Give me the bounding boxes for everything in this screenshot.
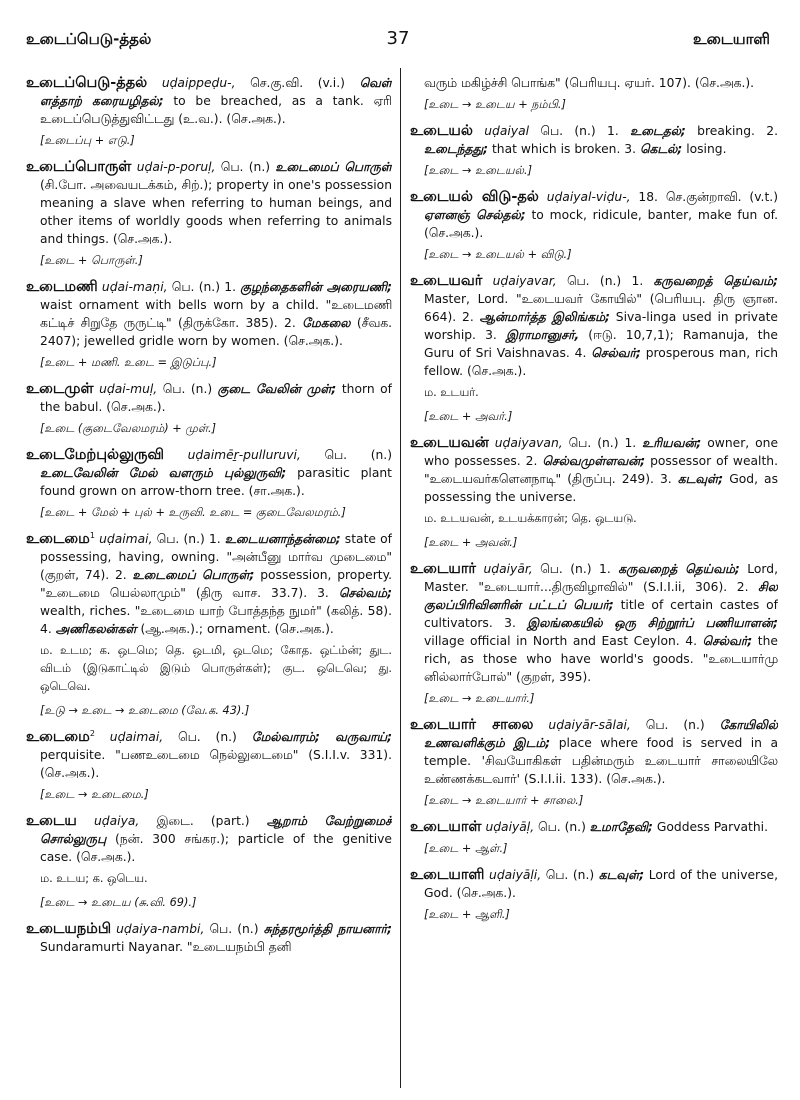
- tamil-gloss: மேகலை: [302, 316, 351, 330]
- headword: உடைப்பொருள்: [26, 159, 132, 175]
- entry-text: பெ. (n.): [630, 718, 720, 732]
- entry-text: prosperous man, rich fellow. (செ.அக.).: [424, 346, 778, 378]
- dictionary-entry: [410, 122, 778, 158]
- headword: உடையல் விடு-தல்: [410, 189, 539, 205]
- headword: உடையார்: [410, 561, 477, 577]
- transliteration: uḍai-p-poruḷ,: [136, 160, 216, 174]
- entry-text: Lord, Master. "உடையார்...திருவிழாவில்" (S.I.I.ii, 306). 2.: [424, 562, 778, 594]
- entry-text: இடை. (part.): [139, 814, 267, 828]
- left-column: [26, 74, 392, 1094]
- tamil-gloss: சுந்தரமூர்த்தி நாயனார்;: [263, 922, 392, 936]
- tamil-gloss: உடைவேலின் மேல் வளரும் புல்லுருவி;: [40, 466, 287, 480]
- tamil-gloss: கருவறைத் தெய்வம்;: [653, 274, 778, 288]
- cognates: ம. உடம; க. ஒடமெ; தெ. ஒடமி, ஒடமெ; கோத. ஒட்ம்ன்; துட. விடம் (இடுகாட்டில் இடும் பொருள்கள்); குட. ஒடெவெ; து. ஒடெவெ.: [40, 644, 392, 693]
- dictionary-entry: [26, 74, 392, 128]
- dictionary-entry: [26, 158, 392, 248]
- entry-text: பெ. (n.) 1.: [529, 124, 631, 138]
- headword: உடைமை: [26, 531, 90, 547]
- transliteration: uḍaiyāḷi,: [489, 868, 542, 882]
- tamil-gloss: சில குலப்பிரிவினரின் பட்டப் பெயர்;: [424, 580, 778, 612]
- entry-text: (ஈடு. 10,7,1); Ramanuja, the Guru of Sri Vaishnavas. 4.: [424, 328, 778, 360]
- dictionary-entry: [26, 278, 392, 350]
- tamil-gloss: கெடல்;: [639, 142, 683, 156]
- dictionary-entry: [410, 818, 778, 836]
- transliteration: uḍaimai,: [99, 532, 153, 546]
- tamil-gloss: உமாதேவி;: [589, 820, 653, 834]
- etymology: [உடை + ஆள்.]: [424, 842, 508, 855]
- tamil-gloss: உடைமைப் பொருள்: [275, 160, 392, 174]
- entry-text: possession, property. "உடைமை யெல்லாமும்" (திரு வாச. 33.7). 3.: [40, 568, 392, 600]
- entry-text: wealth, riches. "உடைமை யாற் போத்தந்த நுமர்" (கலித். 58). 4.: [40, 604, 392, 636]
- transliteration: uḍaiyal: [484, 124, 530, 138]
- dictionary-entry: [410, 434, 778, 506]
- entry-text: to mock, ridicule, banter, make fun of. (செ.அக.).: [424, 208, 778, 240]
- etymology: [உடை (குடைவேலமரம்) + முள்.]: [40, 422, 217, 435]
- dictionary-entry: [410, 560, 778, 686]
- entry-text: possessor of wealth. "உடையவர்களெனநாடி" (திருப்பு. 249). 3.: [424, 454, 778, 486]
- dictionary-entry: [26, 812, 392, 866]
- dictionary-entry: [410, 188, 778, 242]
- headword: உடையல்: [410, 123, 473, 139]
- homonym-number: 2: [89, 728, 95, 738]
- tamil-gloss: குடை வேலின் முள்;: [217, 382, 337, 396]
- dictionary-entry: [26, 920, 392, 956]
- transliteration: uḍaiyavan,: [494, 436, 563, 450]
- entry-text: (நன். 300 சங்கர.); particle of the genitive case. (செ.அக.).: [40, 832, 392, 864]
- etymology: [உடு → உடை → உடைமை (வே.க. 43).]: [40, 704, 250, 717]
- transliteration: uḍaippeḍu-,: [161, 76, 236, 90]
- entry-text: the rich, as those who have world's goods. "உடையார்மு னில்லார்போல்" (குறள், 395).: [424, 634, 778, 684]
- entry-text: செ.கு.வி. (v.i.): [235, 76, 360, 90]
- column-divider: [400, 68, 401, 1088]
- transliteration: uḍaimai,: [109, 730, 164, 744]
- etymology: [உடை + மணி. உடை = இடுப்பு.]: [40, 356, 217, 369]
- entry-text: perquisite. "பணஉடைமை நெல்லுடைமை" (S.I.I.v. 331). (செ.அக.).: [40, 748, 392, 780]
- headword: உடைமை: [26, 729, 90, 745]
- tamil-gloss: செல்வர்;: [702, 634, 753, 648]
- dictionary-entry: [410, 866, 778, 902]
- etymology: [உடை → உடைய + நம்பி.]: [424, 98, 566, 111]
- entry-text: Lord of the universe, God. (செ.அக.).: [424, 868, 778, 900]
- tamil-gloss: உடைதல்;: [630, 124, 686, 138]
- tamil-gloss: அணிகலன்கள்: [55, 622, 137, 636]
- entry-text: பெ. (n.) 1.: [167, 280, 241, 294]
- entry-text: place where food is served in a temple. 'சிவயோகிகள் பதின்மரும் உடையார் சாலையிலே உண்ணக்கடவார்' (S.I.I.ii. 133). (செ.அக.).: [424, 736, 778, 786]
- page-number: 37: [386, 28, 410, 49]
- tamil-gloss: மேல்வாரம்; வருவாய்;: [251, 730, 392, 744]
- headword: உடையவன்: [410, 435, 489, 451]
- etymology: [உடை → உடைமை.]: [40, 788, 149, 801]
- headword: உடையவர்: [410, 273, 483, 289]
- tamil-gloss: ஏளனஞ் செல்தல்;: [424, 208, 526, 222]
- transliteration: uḍaiyāḷ,: [485, 820, 535, 834]
- tamil-gloss: இலங்கையில் ஒரு சிற்றூர்ப் பணியாளன்;: [527, 616, 778, 630]
- tamil-gloss: உரியவன்;: [642, 436, 702, 450]
- tamil-gloss: கடவுள்;: [677, 472, 724, 486]
- transliteration: uḍaimēṟ-pulluruvi,: [187, 448, 301, 462]
- entry-text: thorn of the babul. (செ.அக.).: [40, 382, 392, 414]
- running-head-left: உடைப்பெடு-த்தல்: [26, 30, 152, 48]
- entry-text: breaking. 2.: [685, 124, 778, 138]
- tamil-gloss: ஆன்மார்த்த இலிங்கம்;: [479, 310, 610, 324]
- entry-text: Siva-linga used in private worship. 3.: [424, 310, 778, 342]
- entry-text: Sundaramurti Nayanar. "உடையநம்பி தனி: [40, 940, 292, 954]
- cognates: ம. உடய; க. ஒடெய.: [40, 872, 148, 885]
- headword: உடையார் சாலை: [410, 717, 534, 733]
- dictionary-entry: [410, 716, 778, 788]
- dictionary-entry: [26, 380, 392, 416]
- entry-text: (சீவக. 2407); jewelled gridle worn by women. (செ.அக.).: [40, 316, 392, 348]
- entry-text: God, as possessing the universe.: [424, 472, 778, 504]
- entry-text: owner, one who possesses. 2.: [424, 436, 778, 468]
- etymology: [உடை → உடையார் + சாலை.]: [424, 794, 584, 807]
- headword: உடைய: [26, 813, 77, 829]
- entry-text: பெ. (n.): [215, 160, 276, 174]
- entry-text: that which is broken. 3.: [488, 142, 640, 156]
- entry-text: (சி.போ. அவையடக்கம், சிற்.); property in one's possession meaning a slave when referring to human beings, and other items of worldly goods when referring to animals and things. (செ.அக.).: [40, 178, 392, 246]
- etymology: [உடை → உடையல் + விடு.]: [424, 248, 572, 261]
- tamil-gloss: உடையனாந்தன்மை;: [224, 532, 341, 546]
- homonym-number: 1: [89, 530, 95, 540]
- dictionary-entry: [26, 728, 392, 782]
- cognates: ம. உடயவன், உடயக்காரன்; தெ. ஒடயடு.: [424, 512, 637, 525]
- transliteration: uḍai-muḷ,: [99, 382, 158, 396]
- tamil-gloss: செல்வமுள்ளவன்;: [542, 454, 646, 468]
- entry-text: losing.: [682, 142, 727, 156]
- entry-text: village official in North and East Ceylon. 4.: [424, 634, 703, 648]
- transliteration: uḍaiyār,: [483, 562, 533, 576]
- entry-text: பெ. (n.): [300, 448, 392, 462]
- entry-text: to be breached, as a tank. ஏரி உடைப்பெடுத்துவிட்டது (உ.வ.). (செ.அக.).: [40, 94, 392, 126]
- etymology: [உடைப்பு + எடு.]: [40, 134, 135, 147]
- etymology: [உடை + ஆளி.]: [424, 908, 510, 921]
- page-header: [26, 30, 770, 60]
- entry-text: பெ. (n.): [163, 730, 252, 744]
- transliteration: uḍai-maṇi,: [101, 280, 168, 294]
- transliteration: uḍaiyār-sālai,: [548, 718, 631, 732]
- tamil-gloss: உடைந்தது;: [424, 142, 489, 156]
- dictionary-entry: [410, 272, 778, 380]
- etymology: [உடை → உடையார்.]: [424, 692, 535, 705]
- entry-text: பெ. (n.) 1.: [152, 532, 225, 546]
- headword: உடைமுள்: [26, 381, 94, 397]
- entry-text: Goddess Parvathi.: [652, 820, 768, 834]
- entry-text: waist ornament with bells worn by a child. "உடைமணி கட்டிச் சிறுதே ருருட்டி" (திருக்கோ. 385). 2.: [40, 298, 392, 330]
- tamil-gloss: ஆறாம் வேற்றுமைச் சொல்லுருபு: [40, 814, 392, 846]
- tamil-gloss: கோயிலில் உணவளிக்கும் இடம்;: [424, 718, 778, 750]
- etymology: [உடை + பொருள்.]: [40, 254, 143, 267]
- right-column: [410, 74, 778, 1094]
- transliteration: uḍaiya,: [94, 814, 140, 828]
- etymology: [உடை → உடைய (சு.வி. 69).]: [40, 896, 197, 909]
- tamil-gloss: செல்வர்;: [591, 346, 641, 360]
- entry-text: பெ. (n.): [157, 382, 218, 396]
- entry-text: பெ. (n.): [541, 868, 599, 882]
- entry-text: Master, Lord. "உடையவர் கோயில்" (பெரியபு. திரு ஞான. 664). 2.: [424, 292, 778, 324]
- tamil-gloss: வெள் ளத்தாற் கரையழிதல்;: [40, 76, 392, 108]
- entry-text: பெ. (n.): [204, 922, 264, 936]
- tamil-gloss: உடைமைப் பொருள்;: [132, 568, 255, 582]
- tamil-gloss: கடவுள்;: [598, 868, 645, 882]
- entry-continuation: வரும் மகிழ்ச்சி பொங்க" (பெரியபு. ஏயர். 107). (செ.அக.).: [424, 76, 755, 90]
- etymology: [உடை + அவர்.]: [424, 410, 513, 423]
- entry-text: state of possessing, having, owning. "அன்பீனு மார்வ முடைமை" (குறள், 74). 2.: [40, 532, 392, 582]
- entry-text: பெ. (n.) 1.: [556, 274, 654, 288]
- tamil-gloss: இராமானுசர்,: [505, 328, 580, 342]
- tamil-gloss: செல்வம்;: [338, 586, 392, 600]
- entry-text: பெ. (n.) 1.: [562, 436, 643, 450]
- etymology: [உடை + அவன்.]: [424, 536, 518, 549]
- entry-text: 18. செ.குன்றாவி. (v.t.): [630, 190, 778, 204]
- entry-text: parasitic plant found grown on arrow-thorn tree. (சா.அக.).: [40, 466, 392, 498]
- entry-text: title of certain castes of cultivators. 3.: [424, 598, 778, 630]
- tamil-gloss: கருவறைத் தெய்வம்;: [618, 562, 740, 576]
- headword: உடையாள்: [410, 819, 482, 835]
- etymology: [உடை + மேல் + புல் + உருவி. உடை = குடைவேலமரம்.]: [40, 506, 346, 519]
- running-head-right: உடையாளி: [692, 30, 770, 48]
- dictionary-entry: [26, 530, 392, 638]
- headword: உடைமேற்புல்லுருவி: [26, 447, 164, 463]
- entry-text: (ஆ.அக.).; ornament. (செ.அக.).: [136, 622, 334, 636]
- headword: உடையாளி: [410, 867, 485, 883]
- transliteration: uḍaiyavar,: [492, 274, 557, 288]
- entry-text: பெ. (n.) 1.: [532, 562, 619, 576]
- transliteration: uḍaiya-nambi,: [116, 922, 205, 936]
- headword: உடைப்பெடு-த்தல்: [26, 75, 148, 91]
- tamil-gloss: குழந்தைகளின் அரையணி;: [240, 280, 392, 294]
- headword: உடையநம்பி: [26, 921, 112, 937]
- transliteration: uḍaiyal-viḍu-,: [546, 190, 631, 204]
- cognates: ம. உடயர்.: [424, 386, 479, 399]
- headword: உடைமணி: [26, 279, 98, 295]
- dictionary-entry: [26, 446, 392, 500]
- entry-text: பெ. (n.): [534, 820, 590, 834]
- etymology: [உடை → உடையல்.]: [424, 164, 532, 177]
